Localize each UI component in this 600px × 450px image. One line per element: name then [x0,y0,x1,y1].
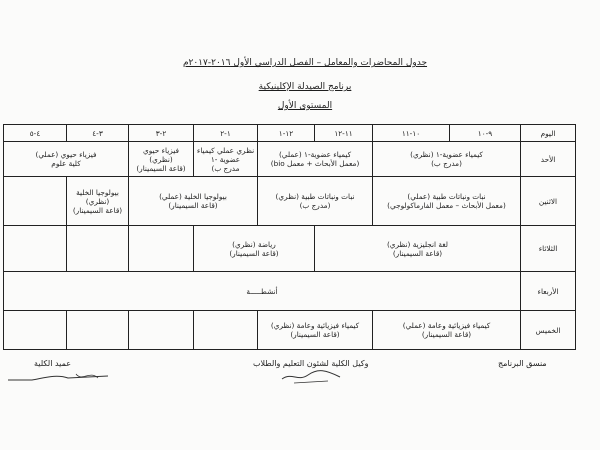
column-header-10-11: ١٠-١١ [373,125,450,142]
course-type: (نظري) [149,154,173,164]
day-sunday: الأحد [521,142,576,177]
course-name: كيمياء عضوية-١ (عملي) [278,150,352,159]
course-room: (قاعة السيمينار) [168,201,218,210]
course-room: كلية علوم [51,159,81,168]
column-header-9-10: ٩-١٠ [450,125,521,142]
course-name: كيمياء فيزيائية وعامة (نظري) [270,321,360,330]
slot-thu-empty-4 [4,311,67,350]
course-room: (قاعة السيمينار) [72,205,123,215]
column-header-day: اليوم [521,125,576,142]
slot-tue-english [315,226,521,272]
course-type: (نظري) [85,196,110,206]
day-thursday: الخميس [521,311,576,350]
course-name: بيولوجيا الخلية (عملي) [159,192,227,201]
slot-tue-empty-3 [4,226,67,272]
signature-coordinator: منسق البرنامج [498,359,547,368]
course-room: (قاعة السيمينار) [421,330,472,339]
day-wednesday: الأربعاء [521,272,576,311]
row-thursday [4,311,576,350]
schedule-title: جدول المحاضرات والمعامل – الفصل الدراسي الأول ٢٠١٦-٢٠١٧م [182,58,428,68]
row-monday [4,177,576,226]
slot-sun-organic-chem-mixed [194,142,258,177]
slot-thu-empty-2 [129,311,194,350]
course-room: مدرج ب) [211,163,240,173]
schedule-table [3,124,576,350]
slot-mon-empty [4,177,67,226]
day-tuesday: الثلاثاء [521,226,576,272]
slot-thu-physical-chem-lab [373,311,521,350]
column-header-11-12: ١١-١٢ [315,125,373,142]
program-name: برنامج الصيدلة الإكلينيكية [258,82,352,92]
day-monday: الاثنين [521,177,576,226]
signature-dean: عميد الكلية [34,359,71,368]
slot-sun-organic-chem-lab [258,142,373,177]
slot-tue-math [194,226,315,272]
course-name: كيمياء فيزيائية وعامة (عملي) [402,321,491,330]
course-room: (معمل الأبحاث – معمل الفارماكولوجي) [387,201,506,210]
column-header-3-4: ٣-٤ [67,125,129,142]
slot-sun-organic-chem-theory [373,142,521,177]
course-name: عضوية -١ [210,154,241,164]
course-room: (قاعة السيمينار) [229,248,279,258]
slot-thu-empty-3 [67,311,129,350]
row-tuesday [4,226,576,272]
slot-thu-physical-chem-theory [258,311,373,350]
row-wednesday [4,272,576,311]
level-name: المستوى الأول [277,101,333,111]
course-room: (مدرج ب) [431,159,462,168]
course-room: (قاعة السيمينار) [136,163,186,173]
course-room: (معمل الأبحاث + معمل bio) [270,159,360,168]
course-name: نبات ونباتات طبية (عملي) [407,192,486,201]
course-name: بيولوجيا الخلية [76,187,119,197]
slot-mon-botany-theory [258,177,373,226]
course-name: نبات ونباتات طبية (نظري) [275,192,355,201]
slot-sun-biophysics-lab [4,142,129,177]
course-name: رياضة (نظري) [232,239,276,249]
slot-mon-cell-biology-theory [67,177,129,226]
column-header-1-2: ١-٢ [194,125,258,142]
signature-vice-dean: وكيل الكلية لشئون التعليم والطلاب [253,359,369,368]
course-room: (قاعة السيمينار) [392,248,443,258]
row-sunday [4,142,576,177]
slot-sun-biophysics-theory [129,142,194,177]
course-name: فيزياء حيوي (عملي) [35,150,97,159]
vice-dean-signature-mark [278,366,348,386]
course-room: (مدرج ب) [299,201,331,210]
slot-mon-cell-biology-lab [129,177,258,226]
dean-signature-mark [4,368,114,386]
column-header-4-5: ٤-٥ [4,125,67,142]
slot-thu-empty-1 [194,311,258,350]
course-name: نظري عملي كيمياء [196,145,255,155]
header-row [4,125,576,142]
course-name: كيمياء عضوية-١ (نظري) [410,150,483,159]
course-name: فيزياء حيوي [143,145,179,155]
slot-mon-botany-lab [373,177,521,226]
column-header-2-3: ٢-٣ [129,125,194,142]
slot-tue-empty-2 [67,226,129,272]
course-name: لغة انجليزية (نظري) [386,239,449,249]
course-room: (قاعة السيمينار) [290,330,340,339]
slot-wed-activities: أنشطـــــة [4,272,521,311]
column-header-12-1: ١٢-١ [258,125,315,142]
slot-tue-empty-1 [129,226,194,272]
